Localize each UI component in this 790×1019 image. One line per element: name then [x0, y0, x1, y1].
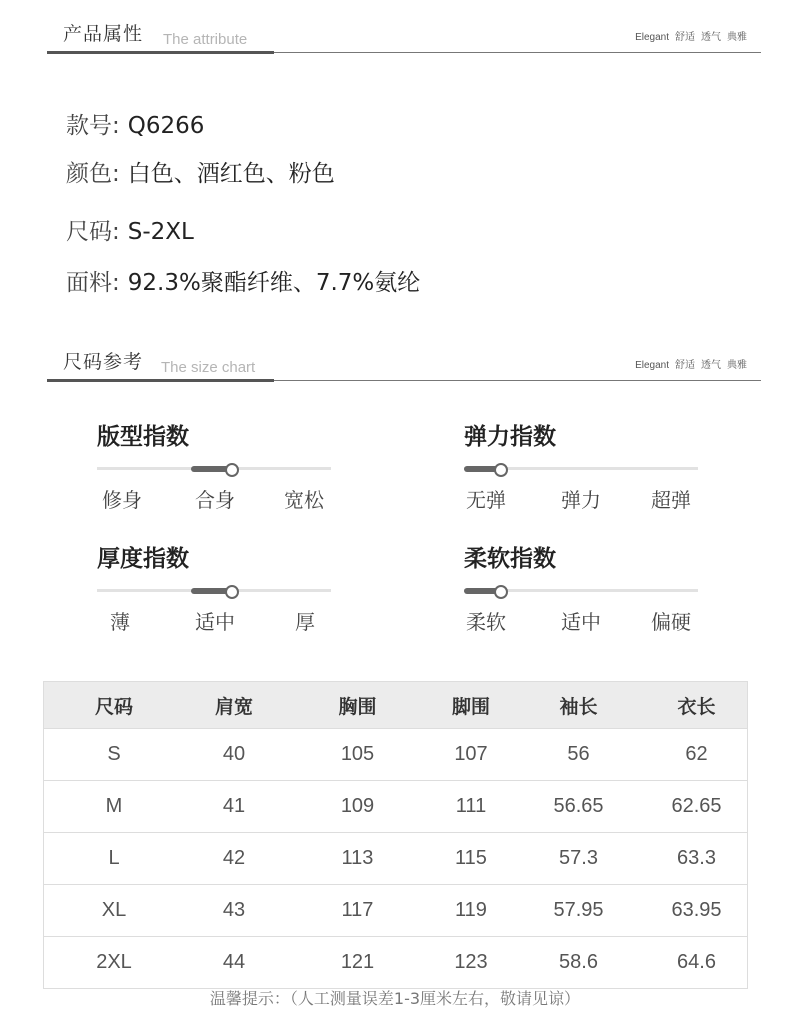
- table-row: [44, 937, 748, 989]
- attribute-value: 白色、酒红色、粉色: [127, 161, 335, 187]
- thickness-index-fill: [191, 588, 229, 594]
- attribute-style-no: [66, 107, 204, 140]
- fit-index-title: 版型指数: [97, 424, 189, 450]
- elasticity-index-knob: [494, 463, 508, 477]
- attribute-key: 尺码:: [66, 219, 120, 245]
- cell-chest: 113: [284, 833, 431, 885]
- cell-shoulder: 43: [184, 885, 284, 937]
- divider-accent: [47, 51, 274, 54]
- softness-index-label: 适中: [561, 610, 601, 634]
- thickness-index-label: 厚: [295, 610, 315, 634]
- cell-chest: 121: [284, 937, 431, 989]
- header-shoulder: 肩宽: [184, 682, 284, 729]
- cell-length: 63.3: [646, 833, 748, 885]
- cell-chest: 105: [284, 729, 431, 781]
- elasticity-index-label: 超弹: [651, 488, 691, 512]
- size-section-header: [47, 350, 761, 380]
- cell-shoulder: 42: [184, 833, 284, 885]
- tag-breathable: 透气: [701, 32, 721, 43]
- thickness-index-title: 厚度指数: [97, 546, 189, 572]
- table-row: [44, 885, 748, 937]
- fit-index: [97, 418, 331, 512]
- size-table: [43, 681, 748, 989]
- attribute-key: 面料:: [66, 270, 120, 296]
- table-row: [44, 729, 748, 781]
- cell-sleeve: 57.3: [511, 833, 646, 885]
- thickness-index-knob: [225, 585, 239, 599]
- fit-index-label: 合身: [195, 488, 235, 512]
- fit-index-label: 修身: [102, 488, 142, 512]
- tag-graceful: 典雅: [727, 360, 747, 371]
- tag-graceful: 典雅: [727, 32, 747, 43]
- header-sleeve: 袖长: [511, 682, 646, 729]
- cell-size: XL: [44, 885, 185, 937]
- cell-size: L: [44, 833, 185, 885]
- cell-sleeve: 57.95: [511, 885, 646, 937]
- attribute-value: S-2XL: [127, 219, 194, 245]
- cell-hem: 123: [431, 937, 511, 989]
- cell-hem: 111: [431, 781, 511, 833]
- cell-chest: 109: [284, 781, 431, 833]
- cell-shoulder: 44: [184, 937, 284, 989]
- elasticity-index: [464, 418, 698, 512]
- header-hem: 脚围: [431, 682, 511, 729]
- attribute-size: [66, 213, 194, 246]
- cell-shoulder: 40: [184, 729, 284, 781]
- softness-index: [464, 540, 698, 634]
- header-chest: 胸围: [284, 682, 431, 729]
- tag-elegant: Elegant: [635, 360, 669, 371]
- fit-index-label: 宽松: [284, 488, 324, 512]
- tag-breathable: 透气: [701, 360, 721, 371]
- fit-index-fill: [191, 466, 229, 472]
- softness-index-knob: [494, 585, 508, 599]
- size-section-tags: [629, 356, 747, 371]
- attribute-value: Q6266: [127, 113, 205, 139]
- fit-index-knob: [225, 463, 239, 477]
- tag-elegant: Elegant: [635, 32, 669, 43]
- attribute-section-header: [47, 22, 761, 52]
- cell-size: S: [44, 729, 185, 781]
- tag-comfortable: 舒适: [675, 32, 695, 43]
- cell-size: M: [44, 781, 185, 833]
- attribute-key: 款号:: [66, 113, 120, 139]
- cell-hem: 115: [431, 833, 511, 885]
- table-header-row: [44, 682, 748, 729]
- softness-index-fill: [464, 588, 498, 594]
- cell-hem: 119: [431, 885, 511, 937]
- header-length: 衣长: [646, 682, 748, 729]
- cell-chest: 117: [284, 885, 431, 937]
- cell-sleeve: 56.65: [511, 781, 646, 833]
- attribute-section-subtitle: The attribute: [163, 31, 248, 48]
- cell-shoulder: 41: [184, 781, 284, 833]
- thickness-index: [97, 540, 331, 634]
- tag-comfortable: 舒适: [675, 360, 695, 371]
- attribute-color: [66, 155, 335, 188]
- attribute-fabric: [66, 264, 420, 297]
- softness-index-label: 偏硬: [651, 610, 691, 634]
- elasticity-index-fill: [464, 466, 498, 472]
- cell-length: 64.6: [646, 937, 748, 989]
- size-section-title: 尺码参考: [63, 351, 144, 373]
- cell-hem: 107: [431, 729, 511, 781]
- header-size: 尺码: [44, 682, 185, 729]
- cell-sleeve: 58.6: [511, 937, 646, 989]
- measurement-tip: 温馨提示：（人工测量误差1-3厘米左右，敬请见谅）: [209, 989, 581, 1008]
- softness-index-label: 柔软: [466, 610, 506, 634]
- elasticity-index-label: 无弹: [466, 488, 506, 512]
- cell-length: 62: [646, 729, 748, 781]
- softness-index-title: 柔软指数: [464, 546, 556, 572]
- thickness-index-label: 薄: [110, 610, 130, 634]
- cell-length: 62.65: [646, 781, 748, 833]
- elasticity-index-label: 弹力: [561, 488, 601, 512]
- table-row: [44, 833, 748, 885]
- cell-size: 2XL: [44, 937, 185, 989]
- attribute-key: 颜色:: [66, 161, 120, 187]
- thickness-index-label: 适中: [195, 610, 235, 634]
- elasticity-index-title: 弹力指数: [464, 424, 556, 450]
- cell-sleeve: 56: [511, 729, 646, 781]
- table-row: [44, 781, 748, 833]
- size-section-subtitle: The size chart: [161, 359, 256, 376]
- attribute-value: 92.3%聚酯纤维、7.7%氨纶: [127, 270, 421, 296]
- attribute-section-tags: [629, 28, 747, 43]
- cell-length: 63.95: [646, 885, 748, 937]
- attribute-section-title: 产品属性: [63, 23, 144, 45]
- divider-accent: [47, 379, 274, 382]
